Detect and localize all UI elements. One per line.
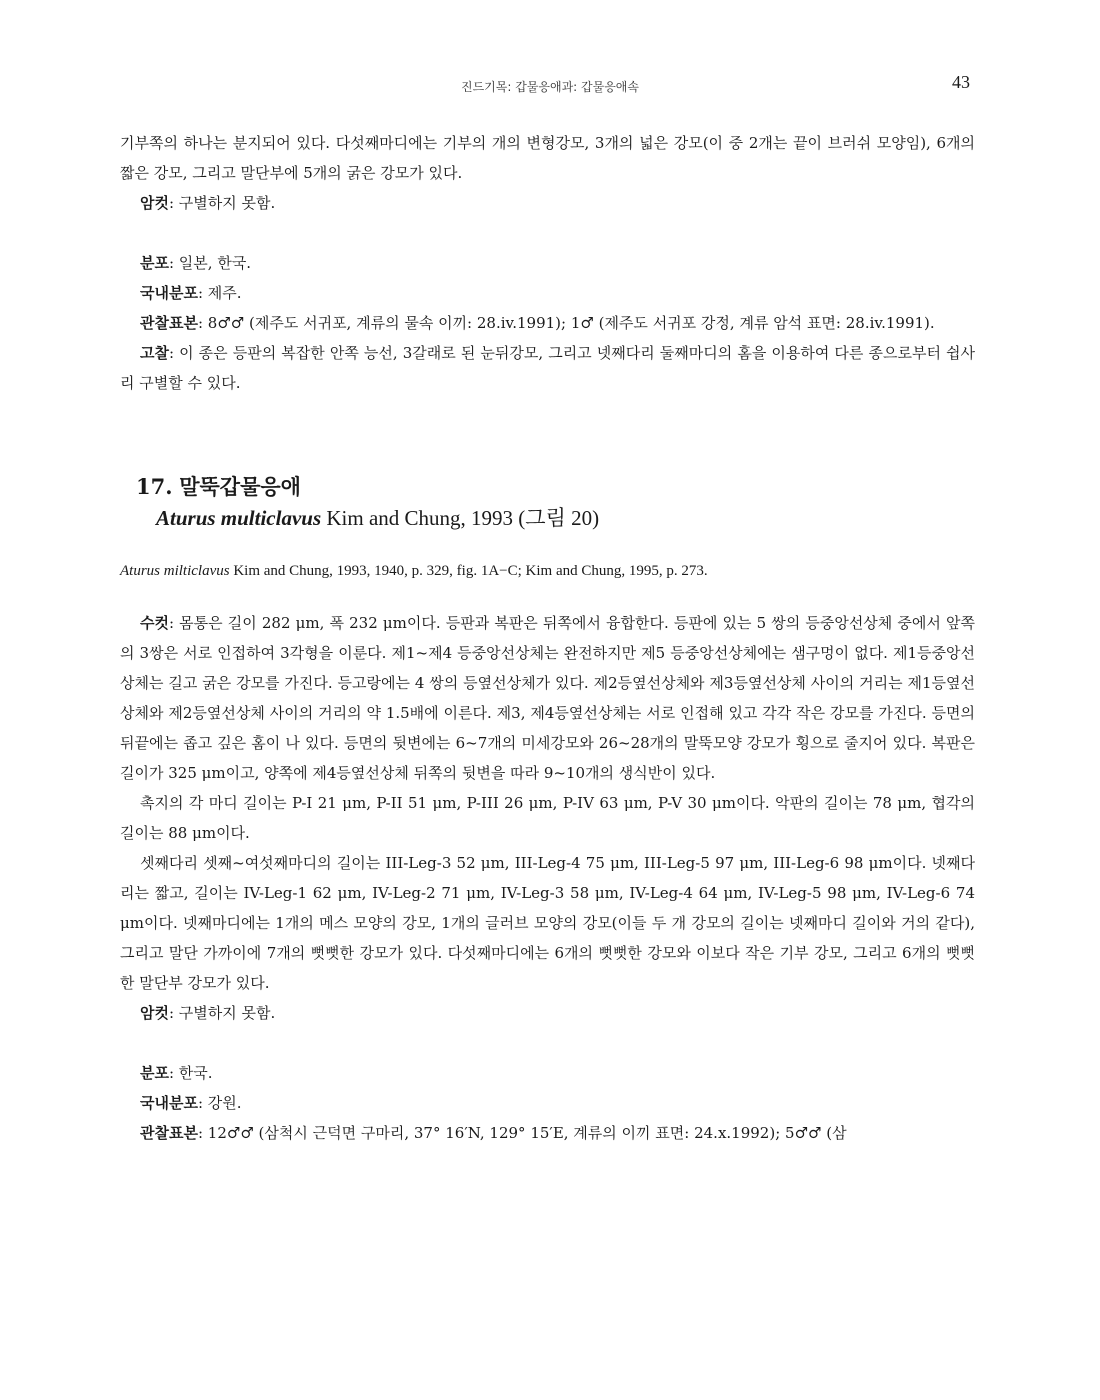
material-label: 관찰표본: [140, 1124, 198, 1142]
distribution-text: : 일본, 한국.: [168, 254, 252, 272]
prev-remarks-paragraph: [120, 338, 975, 398]
species-korean-name: 말뚝갑물응애: [179, 474, 301, 499]
running-title: 진드기목: 갑물응애과: 갑물응애속: [460, 80, 639, 94]
species-scientific-name: Aturus multiclavus: [156, 506, 322, 530]
distribution-text: : 한국.: [168, 1064, 213, 1082]
species-authority: Kim and Chung, 1993 (그림 20): [321, 506, 600, 530]
female-paragraph: [120, 998, 975, 1028]
female-text: : 구별하지 못함.: [168, 1004, 276, 1022]
female-label: 암컷: [140, 194, 169, 212]
distribution-label: 분포: [140, 1064, 169, 1082]
prev-female-paragraph: [120, 188, 975, 218]
prev-domestic-paragraph: [120, 278, 975, 308]
domestic-label: 국내분포: [140, 1094, 198, 1112]
remarks-text: : 이 종은 등판의 복잡한 안쪽 능선, 3갈래로 된 눈뒤강모, 그리고 넷째다리 둘째마디의 홈을 이용하여 다른 종으로부터 쉽사리 구별할 수 있다.: [120, 344, 975, 392]
species-heading: [120, 472, 975, 534]
domestic-text: : 강원.: [197, 1094, 242, 1112]
leg-description: 셋째다리 셋째~여섯째마디의 길이는 III-Leg-3 52 μm, III-Leg-4 75 μm, III-Leg-5 97 μm, III-Leg-6 98 μm이다. 넷째다리는 짧고, 길이는 IV-Leg-1 62 μm, IV-Leg-2 71 μm, IV-Leg-3 58 μm, IV-Leg-4 64 μm, IV-Leg-5 98 μm, IV-Leg-6 74 μm이다. 넷째마디에는 1개의 메스 모양의 강모, 1개의 글러브 모양의 강모(이들 두 개 강모의 길이는 넷째마디 길이와 거의 같다), 그리고 말단 가까이에 7개의 뻣뻣한 강모가 있다. 다섯째마디에는 6개의 뻣뻣한 강모와 이보다 작은 기부 강모, 그리고 6개의 뻣뻣한 말단부 강모가 있다.: [120, 854, 975, 992]
synonymy: [120, 556, 975, 586]
species-number: 17.: [136, 474, 173, 499]
male-description: [120, 608, 975, 788]
remarks-label: 고찰: [140, 344, 169, 362]
material-text: : 12♂♂ (삼척시 근덕면 구마리, 37° 16′N, 129° 15′E, 계류의 이끼 표면: 24.x.1992); 5♂♂ (삼: [197, 1124, 847, 1142]
male-label: 수컷: [140, 614, 169, 632]
page-body: [120, 128, 975, 1148]
female-label: 암컷: [140, 1004, 169, 1022]
female-text: : 구별하지 못함.: [168, 194, 276, 212]
distribution-label: 분포: [140, 254, 169, 272]
domestic-paragraph: [120, 1088, 975, 1118]
domestic-text: : 제주.: [197, 284, 242, 302]
synonymy-scientific-name: Aturus milticlavus: [120, 563, 230, 579]
material-paragraph: [120, 1118, 975, 1148]
distribution-paragraph: [120, 1058, 975, 1088]
prev-material-paragraph: [120, 308, 975, 338]
male-text: : 몸통은 길이 282 μm, 폭 232 μm이다. 등판과 복판은 뒤쪽에서 융합한다. 등판에 있는 5 쌍의 등중앙선상체 중에서 앞쪽의 3쌍은 서로 인접하여 3각형을 이룬다. 제1~제4 등중앙선상체는 완전하지만 제5 등중앙선상체에는 샘구멍이 없다. 제1등중앙선상체는 길고 굵은 강모를 가진다. 등고랑에는 4 쌍의 등옆선상체가 있다. 제2등옆선상체와 제3등옆선상체 사이의 거리는 제1등옆선상체와 제2등옆선상체 사이의 거리의 약 1.5배에 이른다. 제3, 제4등옆선상체는 서로 인접해 있고 각각 작은 강모를 가진다. 등면의 뒤끝에는 좁고 깊은 홈이 나 있다. 등면의 뒷변에는 6~7개의 미세강모와 26~28개의 말뚝모양 강모가 횡으로 줄지어 있다. 복판은 길이가 325 μm이고, 양쪽에 제4등옆선상체 뒤쪽의 뒷변을 따라 9~10개의 생식반이 있다.: [120, 614, 975, 782]
prev-distribution-paragraph: [120, 248, 975, 278]
material-text: : 8♂♂ (제주도 서귀포, 계류의 물속 이끼: 28.iv.1991); 1♂ (제주도 서귀포 강정, 계류 암석 표면: 28.iv.1991).: [197, 314, 935, 332]
material-label: 관찰표본: [140, 314, 198, 332]
domestic-label: 국내분포: [140, 284, 198, 302]
page-number: 43: [952, 72, 970, 92]
species-scientific-line: [120, 502, 975, 534]
prev-species-description: 기부쪽의 하나는 분지되어 있다. 다섯째마디에는 기부의 개의 변형강모, 3개의 넓은 강모(이 중 2개는 끝이 브러쉬 모양임), 6개의 짧은 강모, 그리고 말단부에 5개의 굵은 강모가 있다.: [120, 134, 975, 182]
palp-description: 촉지의 각 마디 길이는 P-I 21 μm, P-II 51 μm, P-III 26 μm, P-IV 63 μm, P-V 30 μm이다. 악판의 길이는 78 μm, 협각의 길이는 88 μm이다.: [120, 794, 975, 842]
synonymy-text: Kim and Chung, 1993, 1940, p. 329, fig. 1A−C; Kim and Chung, 1995, p. 273.: [229, 563, 708, 579]
